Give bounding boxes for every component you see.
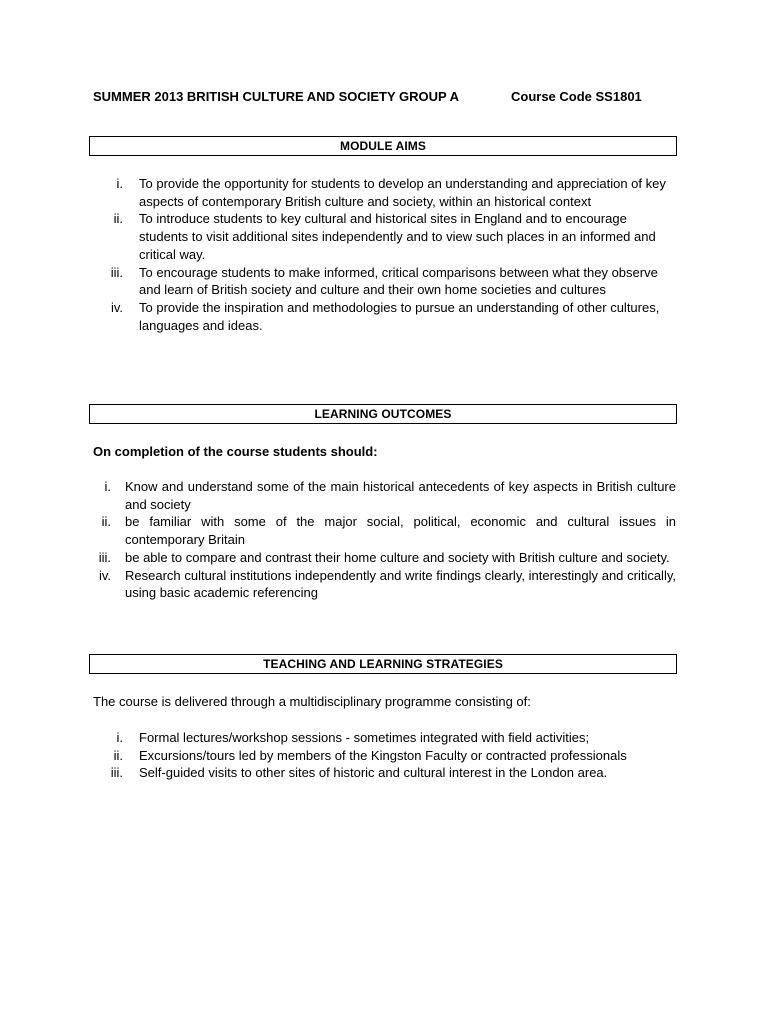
list-item-text: Research cultural institutions independently and write findings clearly, interestingly and critically, using basic academic referencing xyxy=(125,567,676,601)
list-item-text: To introduce students to key cultural and historical sites in England and to encourage students to visit additional sites independently and to view such places in an informed and critical way. xyxy=(139,211,656,262)
list-item-number: iv. xyxy=(110,299,123,315)
learning-outcomes-heading: LEARNING OUTCOMES xyxy=(89,404,677,424)
learning-outcomes-list xyxy=(93,478,676,602)
list-item-number: iii. xyxy=(110,264,123,280)
list-item-number: iv. xyxy=(98,567,111,583)
list-item-number: i. xyxy=(116,730,123,745)
list-item-text: To encourage students to make informed, critical comparisons between what they observe and learn of British society and culture and their own home societies and cultures xyxy=(139,264,658,298)
list-item xyxy=(93,264,676,299)
list-item-text: Self-guided visits to other sites of historic and cultural interest in the London area. xyxy=(139,765,608,781)
list-item xyxy=(93,747,676,765)
course-code: Course Code SS1801 xyxy=(511,89,642,104)
list-item xyxy=(93,210,676,263)
list-item xyxy=(93,513,676,548)
list-item-text: be able to compare and contrast their home culture and society with British culture and society. xyxy=(125,549,670,565)
document-title: SUMMER 2013 BRITISH CULTURE AND SOCIETY GROUP A xyxy=(93,89,459,104)
list-item xyxy=(93,299,676,334)
teaching-strategies-list xyxy=(93,729,676,782)
list-item-text: To provide the opportunity for students to develop an understanding and appreciation of key aspects of contemporary British culture and society, within an historical context xyxy=(139,176,666,209)
list-item xyxy=(93,764,676,782)
list-item-number: ii. xyxy=(101,514,111,530)
list-item xyxy=(93,175,676,210)
list-item-text: Excursions/tours led by members of the Kingston Faculty or contracted professionals xyxy=(139,747,627,763)
list-item xyxy=(93,729,676,747)
learning-outcomes-intro: On completion of the course students should: xyxy=(93,444,378,459)
list-item-number: i. xyxy=(104,479,111,494)
list-item-text: Know and understand some of the main historical antecedents of key aspects in British culture and society xyxy=(125,479,676,512)
list-item-number: iii. xyxy=(110,765,123,781)
list-item-text: Formal lectures/workshop sessions - sometimes integrated with field activities; xyxy=(139,730,590,745)
list-item-number: ii. xyxy=(113,211,123,227)
list-item xyxy=(93,478,676,513)
list-item-number: i. xyxy=(116,176,123,191)
module-aims-list xyxy=(93,175,676,334)
list-item-text: To provide the inspiration and methodologies to pursue an understanding of other cultures, languages and ideas. xyxy=(139,299,660,333)
list-item-number: ii. xyxy=(113,747,123,763)
list-item-text: be familiar with some of the major social, political, economic and cultural issues in contemporary Britain xyxy=(125,514,676,548)
list-item-number: iii. xyxy=(98,549,111,565)
teaching-strategies-intro: The course is delivered through a multidisciplinary programme consisting of: xyxy=(93,694,531,709)
list-item xyxy=(93,549,676,567)
teaching-strategies-heading: TEACHING AND LEARNING STRATEGIES xyxy=(89,654,677,674)
document-header xyxy=(93,89,673,105)
list-item xyxy=(93,567,676,602)
module-aims-heading: MODULE AIMS xyxy=(89,136,677,156)
